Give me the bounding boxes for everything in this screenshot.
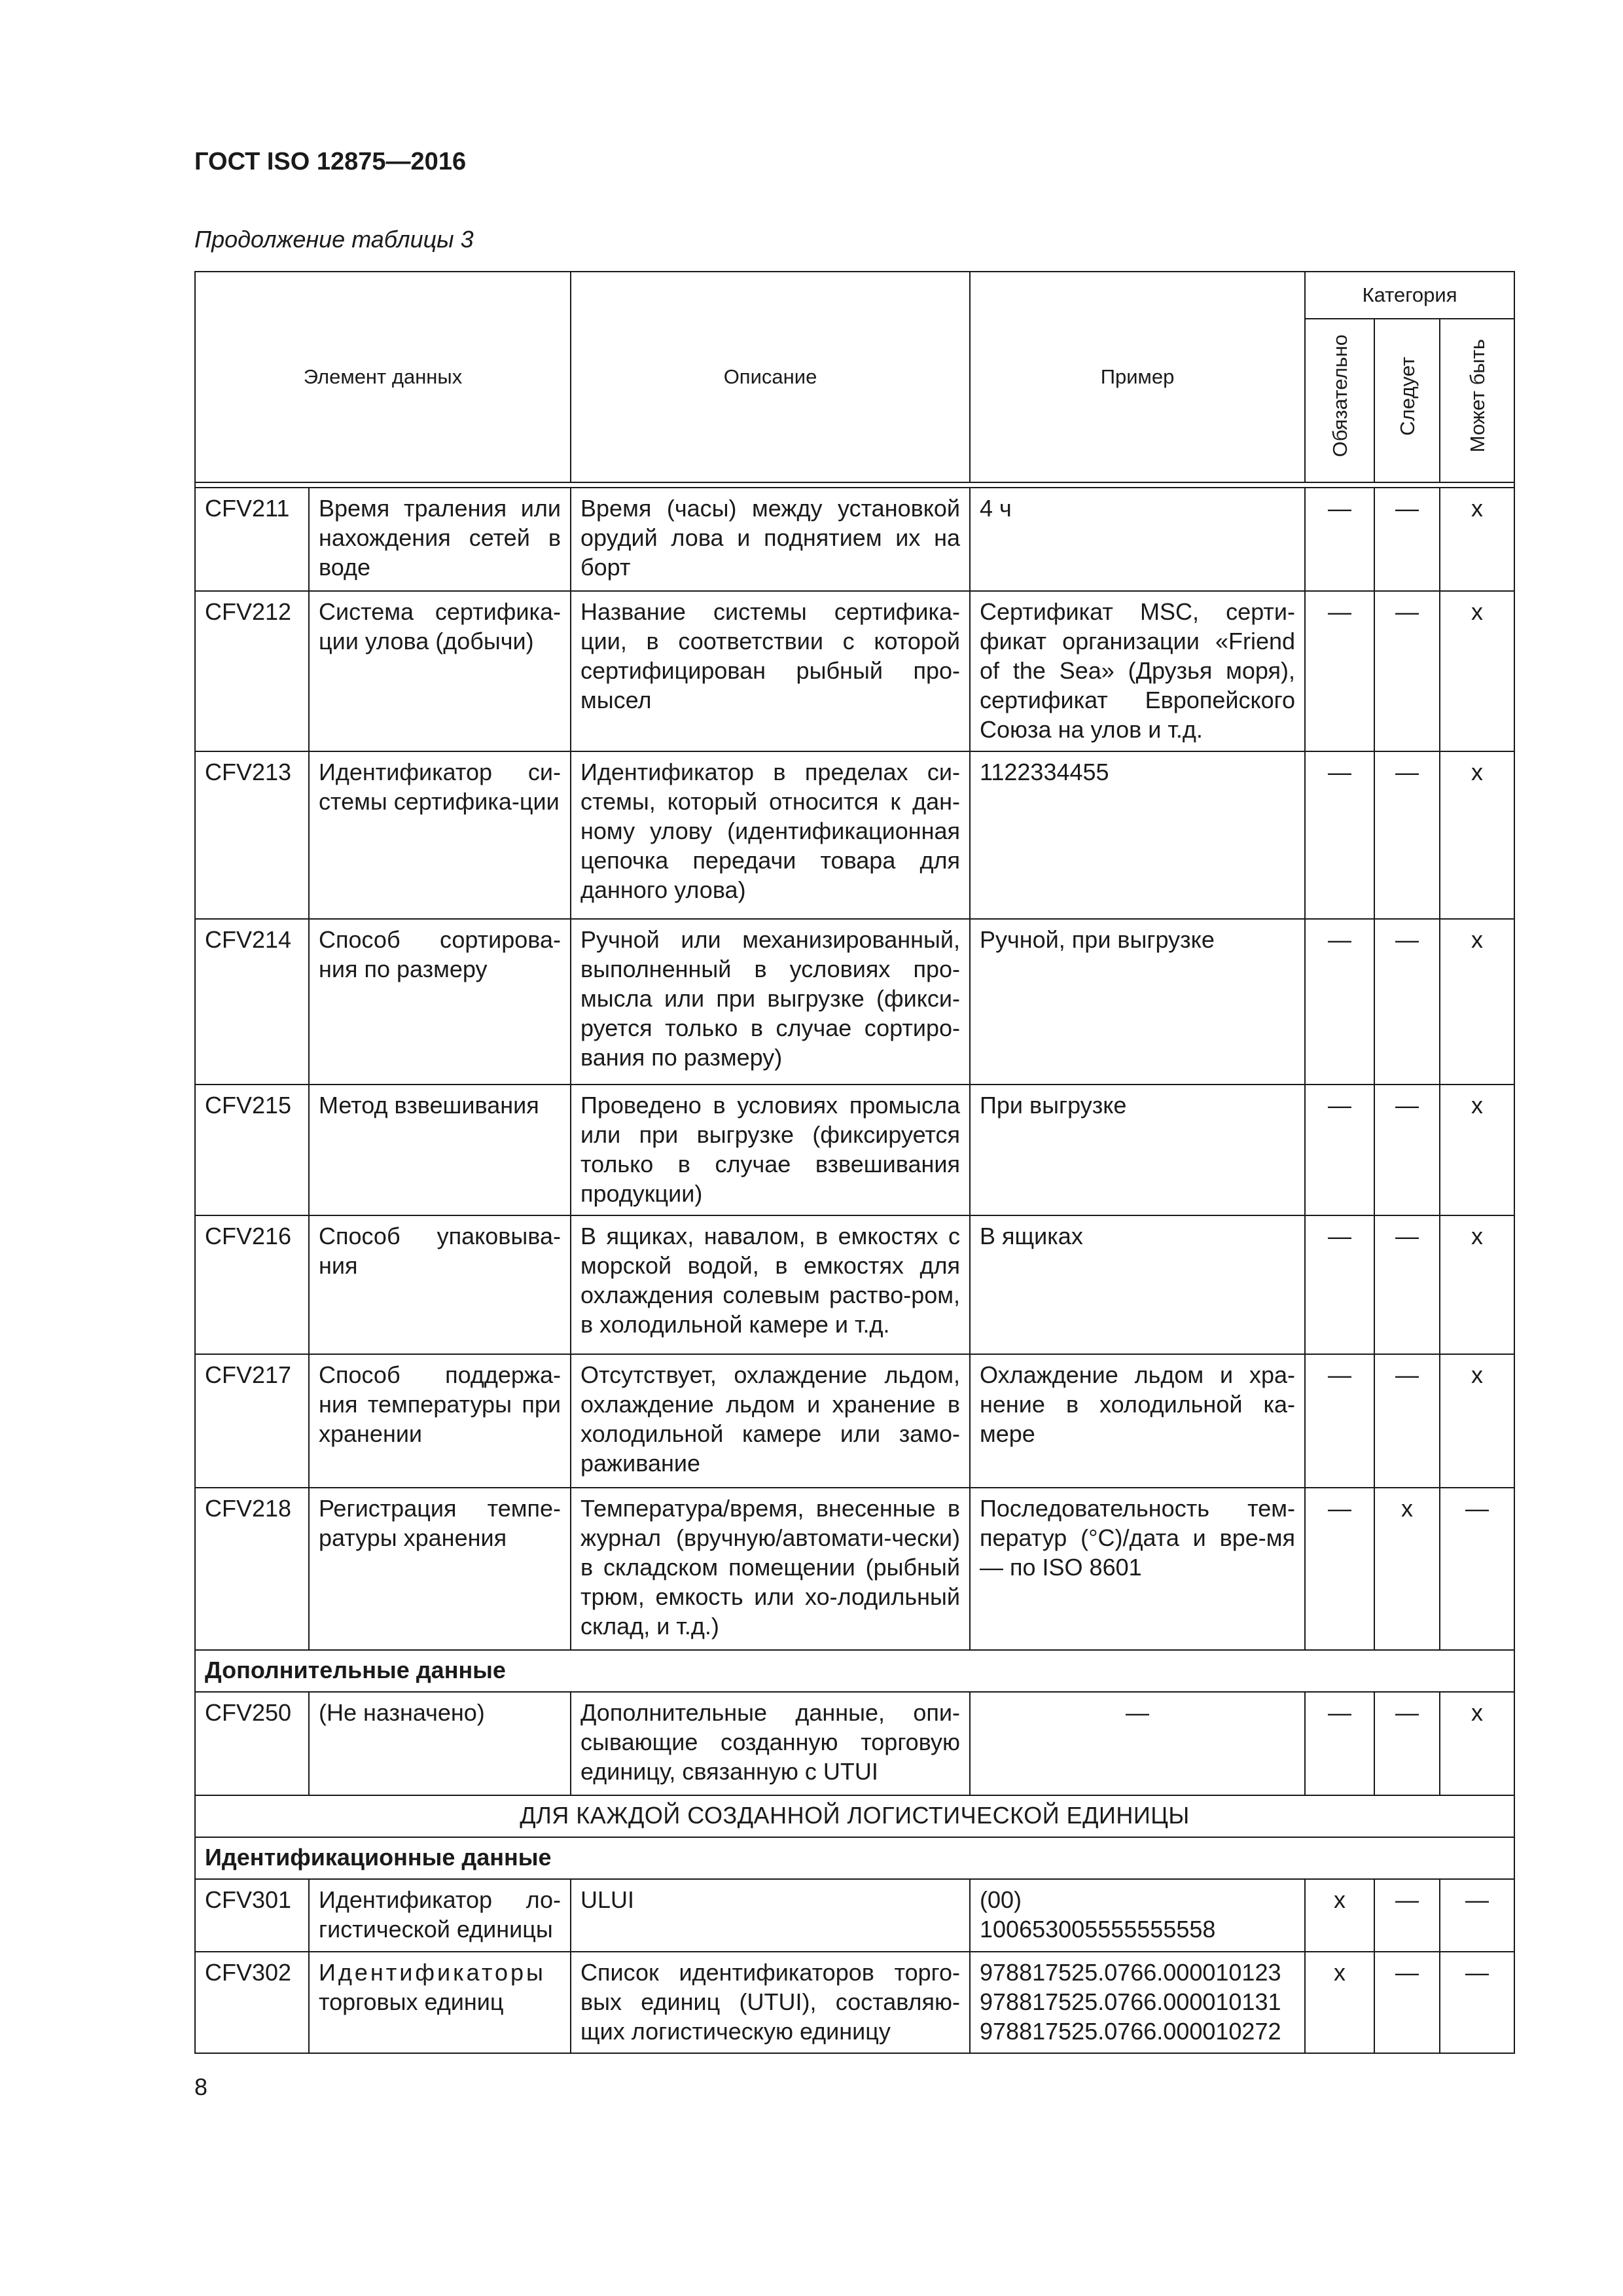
table-row: CFV250 (Не назначено) Дополнительные данные, опи-сывающие созданную торговую единицу, связанную с UTUI — — — x — [195, 1692, 1514, 1795]
document-header: ГОСТ ISO 12875—2016 — [194, 148, 467, 175]
table-row: CFV214 Способ сортирова-ния по размеру Ручной или механизированный, выполненный в условиях про-мысла или при выгрузке (фикси-руется только в случае сортиро-вания по размеру) Ручной, при выгрузке — — x — [195, 919, 1514, 1085]
section-row — [195, 1650, 1514, 1692]
table-row: CFV218 Регистрация темпе-ратуры хранения Температура/время, внесенные в журнал (вручную/автомати-чески) в складском помещении (рыбный трюм, емкость или хо-лодильный склад, и т.д.) Последовательность тем-ператур (°С)/дата и вре-мя — по ISO 8601 — x — — [195, 1488, 1514, 1650]
section-banner-logistic: ДЛЯ КАЖДОЙ СОЗДАННОЙ ЛОГИСТИЧЕСКОЙ ЕДИНИЦЫ — [195, 1795, 1514, 1837]
table-caption: Продолжение таблицы 3 — [194, 226, 474, 253]
header-category: Категория — [1305, 272, 1514, 319]
header-cat-mandatory: Обязательно — [1305, 319, 1374, 482]
header-description: Описание — [571, 272, 970, 482]
table-row: CFV215 Метод взвешивания Проведено в условиях промысла или при выгрузке (фиксируется только в случае взвешивания продукции) При выгрузке — — x — [195, 1085, 1514, 1215]
header-cat-may: Может быть — [1440, 319, 1514, 482]
table-row: CFV301 Идентификатор ло-гистической единицы ULUI (00) 100653005555555558 x — — — [195, 1879, 1514, 1952]
header-cat-should: Следует — [1374, 319, 1440, 482]
table-row: CFV212 Система сертифика-ции улова (добычи) Название системы сертифика-ции, в соответствии с которой сертифицирован рыбный про-мысел Сертификат MSC, серти-фикат организации «Friend of the Sea» (Друзья моря), сертификат Европейского Союза на улов и т.д. — — x — [195, 591, 1514, 751]
header-element: Элемент данных — [195, 272, 571, 482]
header-example: Пример — [970, 272, 1305, 482]
banner-row — [195, 1795, 1514, 1837]
page-number: 8 — [194, 2073, 208, 2100]
table-row: CFV302 Идентификаторы торговых единиц Список идентификаторов торго-вых единиц (UTUI), составляю-щих логистическую единицу 978817525.0766.000010123 978817525.0766.000010131 978817525.0766.000010272 x — — — [195, 1952, 1514, 2053]
table-row: CFV211 Время траления или нахождения сетей в воде Время (часы) между установкой орудий лова и поднятием их на борт 4 ч — — x — [195, 488, 1514, 591]
section-identification: Идентификационные данные — [195, 1837, 1514, 1879]
data-table — [194, 271, 1515, 2054]
table-row: CFV216 Способ упаковыва-ния В ящиках, навалом, в емкостях с морской водой, в емкостях для охлаждения солевым раство-ром, в холодильной камере и т.д. В ящиках — — x — [195, 1215, 1514, 1354]
table-row: CFV217 Способ поддержа-ния температуры при хранении Отсутствует, охлаждение льдом, охлаждение льдом и хранение в холодильной камере или замо-раживание Охлаждение льдом и хра-нение в холодильной ка-мере — — x — [195, 1354, 1514, 1488]
section-row — [195, 1837, 1514, 1879]
table-row: CFV213 Идентификатор си-стемы сертифика-ции Идентификатор в пределах си-стемы, который относится к дан-ному улову (идентификационная цепочка передачи товара для данного улова) 1122334455 — — x — [195, 751, 1514, 919]
section-additional: Дополнительные данные — [195, 1650, 1514, 1692]
